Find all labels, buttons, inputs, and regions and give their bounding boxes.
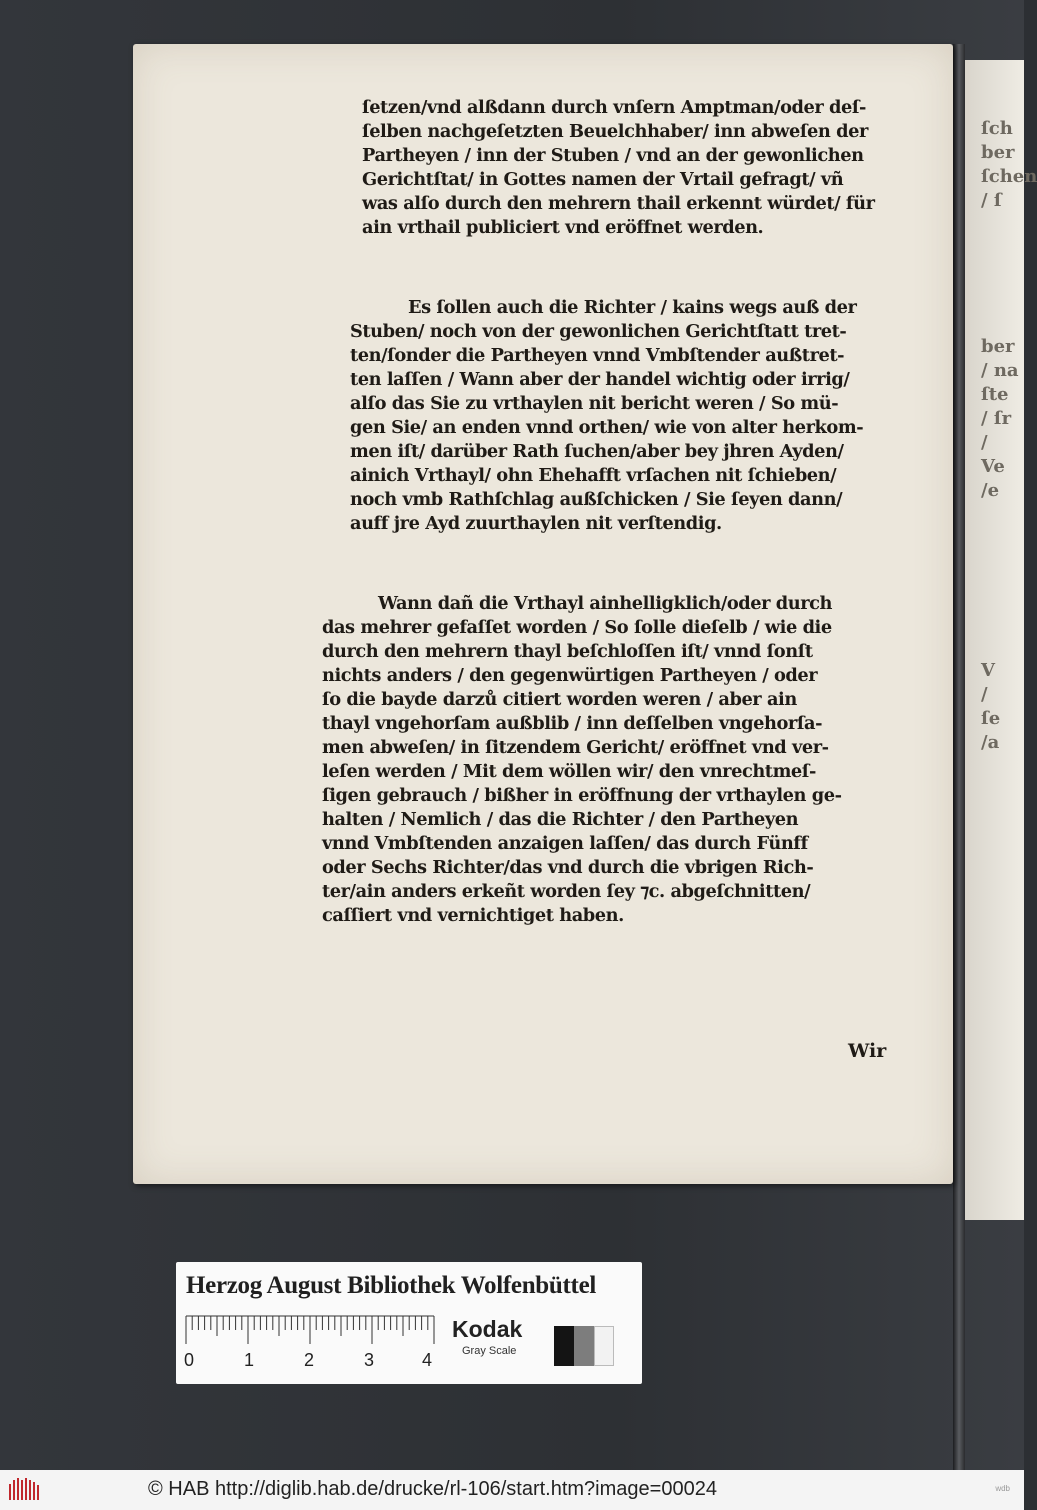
text-line: durch den mehrern thayl beſchloſſen iſt/ vnnd ſonſt <box>322 641 813 662</box>
text-line: Stuben/ noch von der gewonlichen Gerichtſtatt tret- <box>350 321 847 342</box>
text-line: ten laſſen / Wann aber der handel wichtig oder irrig/ <box>350 369 850 390</box>
gray-swatch-dark <box>554 1326 574 1366</box>
facing-fragment: ſte <box>981 384 1009 405</box>
facing-fragment: / ſ <box>981 190 1002 211</box>
paragraph-1 <box>362 96 942 240</box>
text-line: thayl vngehorſam außblib / inn deſſelben vngehorſa- <box>322 713 823 734</box>
text-line: ſigen gebrauch / bißher in eröffnung der vrthaylen ge- <box>322 785 842 806</box>
facing-fragment: ber <box>981 336 1015 357</box>
facing-fragment: / <box>981 684 988 705</box>
color-calibration-card <box>176 1262 642 1384</box>
text-line: gen Sie/ an enden vnnd orthen/ wie von alter herkom- <box>350 417 864 438</box>
footer-note: wdb <box>995 1484 1010 1493</box>
facing-fragment: /a <box>981 732 1000 753</box>
text-line: das mehrer gefaſſet worden / So ſolle dieſelb / wie die <box>322 617 832 638</box>
copyright-url: © HAB http://diglib.hab.de/drucke/rl-106/start.htm?image=00024 <box>148 1478 717 1500</box>
text-line: Es ſollen auch die Richter / kains wegs auß der <box>408 297 857 318</box>
ruler-label: 3 <box>364 1350 375 1370</box>
ruler-label: 4 <box>422 1350 433 1370</box>
facing-fragment: ber <box>981 142 1015 163</box>
footer-bar <box>0 1470 1024 1510</box>
text-line: men iſt/ darüber Rath ſuchen/aber bey jhren Ayden/ <box>350 441 844 462</box>
text-line: oder Sechs Richter/das vnd durch die vbrigen Rich- <box>322 857 814 878</box>
facing-fragment: /e <box>981 480 1000 501</box>
paragraph-3 <box>322 592 942 928</box>
kodak-logo-text: Kodak <box>452 1316 523 1342</box>
facing-fragment: / <box>981 432 988 453</box>
text-line: Partheyen / inn der Stuben / vnd an der gewonlichen <box>362 145 864 166</box>
gray-swatch-mid <box>574 1326 594 1366</box>
text-line: vnnd Vmbſtenden anzaigen laſſen/ das durch Fünff <box>322 833 808 854</box>
text-line: leſen werden / Mit dem wöllen wir/ den vnrechtmeſ- <box>322 761 816 782</box>
facing-fragment: / ſr <box>981 408 1012 429</box>
text-line: ain vrthail publiciert vnd eröffnet werden. <box>362 217 764 238</box>
text-line: nichts anders / den gegenwürtigen Partheyen / oder <box>322 665 818 686</box>
gray-swatch-light <box>594 1326 614 1366</box>
facing-page-edge <box>965 60 1037 1220</box>
text-line: ſetzen/vnd alßdann durch vnſern Amptman/oder deſ- <box>362 97 866 118</box>
text-line: noch vmb Rathſchlag außſchicken / Sie ſeyen dann/ <box>350 489 843 510</box>
facing-fragment: / na <box>981 360 1019 381</box>
text-line: alſo das Sie zu vrthaylen nit bericht weren / So mü- <box>350 393 839 414</box>
text-line: ten/ſonder die Partheyen vnnd Vmbſtender außtret- <box>350 345 845 366</box>
catchword: Wir <box>848 1040 887 1062</box>
text-line: Wann dañ die Vrthayl ainhelligklich/oder durch <box>378 593 833 614</box>
paragraph-2 <box>350 296 942 536</box>
ruler-label: 1 <box>244 1350 255 1370</box>
ruler-label: 0 <box>184 1350 195 1370</box>
gray-scale-label: Gray Scale <box>462 1345 517 1357</box>
book-gutter <box>953 44 965 1474</box>
text-line: men abweſen/ in ſitzendem Gericht/ eröffnet vnd ver- <box>322 737 829 758</box>
facing-fragment: ſe <box>981 708 1001 729</box>
facing-fragment: ſch <box>981 118 1013 139</box>
facing-fragment: V <box>981 660 995 681</box>
text-line: ainich Vrthayl/ ohn Ehehafft vrſachen nit ſchieben/ <box>350 465 837 486</box>
text-line: ſelben nachgeſetzten Beuelchhaber/ inn abweſen der <box>362 121 868 142</box>
text-line: ſo die bayde darzů citiert worden weren / aber ain <box>322 689 797 710</box>
text-line: was alſo durch den mehrern thail erkennt würdet/ für <box>362 193 875 214</box>
hab-logo-icon <box>8 1476 40 1504</box>
ruler-label: 2 <box>304 1350 315 1370</box>
text-line: auff jre Ayd zuurthaylen nit verſtendig. <box>350 513 722 534</box>
page-text <box>322 96 942 928</box>
text-line: caſſiert vnd vernichtiget haben. <box>322 905 624 926</box>
institution-name: Herzog August Bibliothek Wolfenbüttel <box>186 1272 597 1299</box>
text-line: ter/ain anders erkeñt worden ſey ⁊c. abgeſchnitten/ <box>322 881 811 902</box>
facing-fragment: Ve <box>981 456 1005 477</box>
facing-fragment: ſchen <box>981 166 1037 187</box>
text-line: halten / Nemlich / das die Richter / den Partheyen <box>322 809 799 830</box>
text-line: Gerichtſtat/ in Gottes namen der Vrtail gefragt/ vñ <box>362 169 844 190</box>
